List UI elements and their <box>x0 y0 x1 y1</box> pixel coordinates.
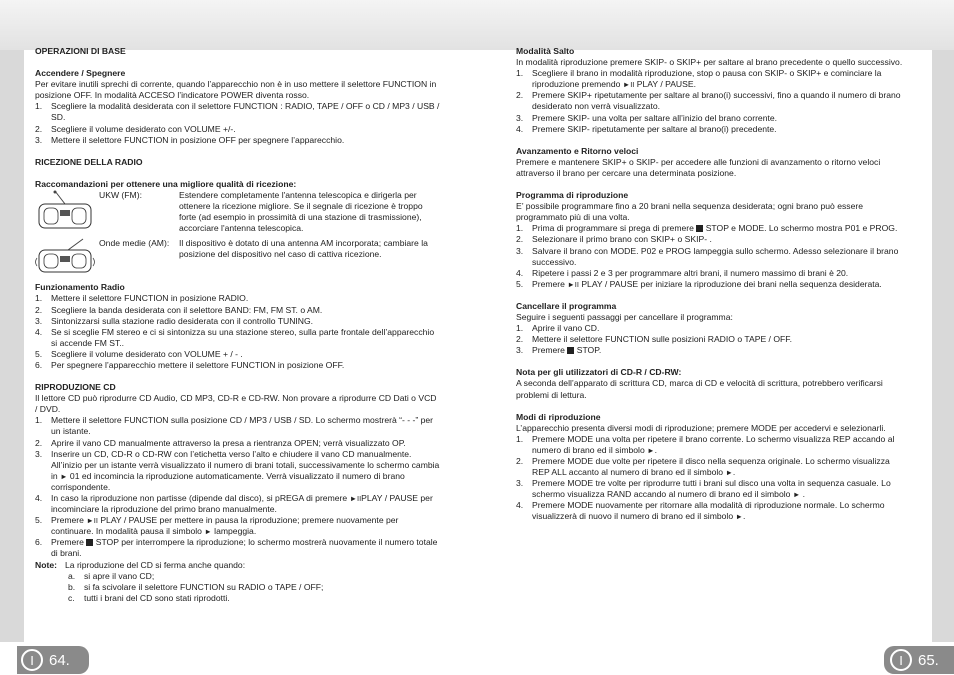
left-margin-band <box>0 50 24 642</box>
play-icon: ► <box>792 490 801 500</box>
sub-item: b. si fa scivolare il selettore FUNCTION su RADIO o TAPE / OFF; <box>68 581 324 592</box>
list-item: 2. Aprire il vano CD manualmente attraverso la presa a rientranza OPEN; verrà visualizzato OP. <box>35 437 406 448</box>
list-item: 4. Ripetere i passi 2 e 3 per programmare altri brani, il numero massimo di brani è 20. <box>516 267 849 278</box>
list-item: 3. Mettere il selettore FUNCTION in posizione OFF per spegnere l’apparecchio. <box>35 134 345 145</box>
subsection-title: Modalità Salto <box>516 46 575 56</box>
paragraph: In modalità riproduzione premere SKIP- o SKIP+ per saltare al brano precedente o quello successivo. <box>516 57 903 68</box>
language-badge: I <box>890 649 912 671</box>
page-number: 64. <box>49 651 70 669</box>
play-icon: ► <box>60 471 68 481</box>
list-item: 4. In caso la riproduzione non partisse (dipende dal disco), si pREGA di premere ►IIPLAY / PAUSE per incominciare la riproduzione del primo brano manualmente. <box>35 493 433 515</box>
fm-reception-row <box>35 190 440 234</box>
play-icon: ► <box>735 512 743 522</box>
list-item: 2. Scegliere la banda desiderata con il selettore BAND: FM, FM ST. o AM. <box>35 304 323 315</box>
list-item: 2. Mettere il selettore FUNCTION sulle posizioni RADIO o TAPE / OFF. <box>516 334 792 345</box>
stop-icon <box>696 225 703 232</box>
list-item: 2. Selezionare il primo brano con SKIP+ o SKIP- . <box>516 234 712 245</box>
list-item: 2. Scegliere il volume desiderato con VOLUME +/-. <box>35 123 236 134</box>
list-item: 6. Per spegnere l’apparecchio mettere il selettore FUNCTION in posizione OFF. <box>35 359 345 370</box>
stop-icon <box>86 539 93 546</box>
list-item: 2. Premere SKIP+ ripetutamente per saltare al brano(i) successivi, fino a quando il numero di brano desiderato non verrà visualizzato. <box>516 90 901 112</box>
list-item: 4. Premere MODE nuovamente per ritornare alla modalità di riproduzione normale. Lo schermo visualizzerà di nuovo il numero di brano ed il simbolo ►. <box>516 500 885 522</box>
page-number: 65. <box>918 651 939 669</box>
list-item: 6. Premere STOP per interrompere la riproduzione; lo schermo mostrerà nuovamente il numero totale di brani. <box>35 537 438 559</box>
paragraph: Per evitare inutili sprechi di corrente, quando l’apparecchio non è in uso mettere il selettore FUNCTION in posizione OFF. In modalità ACCESO l’indicatore POWER diventa rosso. <box>35 79 437 101</box>
list-item: 3. Premere SKIP- una volta per saltare all’inizio del brano corrente. <box>516 112 778 123</box>
subsection-title: Nota per gli utilizzatori di CD-R / CD-RW: <box>516 367 682 378</box>
list-item: 3. Sintonizzarsi sulla stazione radio desiderata con il controllo TUNING. <box>35 315 314 326</box>
paragraph: Premere e mantenere SKIP+ o SKIP- per accedere alle funzioni di avanzamento o ritorno veloci attraverso il brano per cercare una determinata posizione. <box>516 156 881 178</box>
paragraph: L’apparecchio presenta diversi modi di riproduzione; premere MODE per accedervi e selezionarli. <box>516 422 886 433</box>
paragraph: Il lettore CD può riprodurre CD Audio, CD MP3, CD-R e CD-RW. Non provare a riprodurre CD Dati o VCD / DVD. <box>35 393 437 415</box>
play-icon: ► <box>725 468 733 478</box>
page-number-left <box>17 646 89 674</box>
play-pause-icon: ►II <box>567 279 579 289</box>
band-label: UKW (FM): <box>99 189 142 200</box>
right-column <box>516 46 908 523</box>
section-title: OPERAZIONI DI BASE <box>35 46 126 56</box>
subsection-title: Programma di riproduzione <box>516 190 629 201</box>
paragraph: E’ possibile programmare fino a 20 brani nella sequenza desiderata; ogni brano può essere programmato più di una volta. <box>516 201 863 223</box>
subsection-title: Avanzamento e Ritorno veloci <box>516 145 639 156</box>
play-pause-icon: ►II <box>86 516 98 526</box>
list-item: 1. Mettere il selettore FUNCTION in posizione RADIO. <box>35 293 249 304</box>
footer-band <box>0 642 954 675</box>
section-title: RICEZIONE DELLA RADIO <box>35 156 143 167</box>
play-pause-icon: ►II <box>622 80 635 90</box>
subsection-title: Modi di riproduzione <box>516 411 601 422</box>
subsection-title: Raccomandazioni per ottenere una migliore qualità di ricezione: <box>35 178 297 189</box>
list-item: 3. Salvare il brano con MODE. P02 e PROG lampeggia sullo schermo. Adesso selezionare il brano successivo. <box>516 245 899 267</box>
list-item: 3. Premere STOP. <box>516 345 602 356</box>
list-item: 5. Premere ►II PLAY / PAUSE per iniziare la riproduzione dei brani nella sequenza desiderata. <box>516 278 882 289</box>
list-item: 1. Scegliere la modalità desiderata con il selettore FUNCTION : RADIO, TAPE / OFF o CD / MP3 / USB / SD. <box>35 101 440 123</box>
list-item: 4. Se si sceglie FM stereo e ci si sintonizza su una stazione stereo, sulla parte frontale dell’apparecchio si accende FM ST.. <box>35 326 435 348</box>
radio-am-icon <box>35 238 99 282</box>
left-column <box>35 46 440 604</box>
subsection-title: Accendere / Spegnere <box>35 68 126 79</box>
list-item: 5. Scegliere il volume desiderato con VOLUME + / - . <box>35 348 243 359</box>
list-item: 2. Premere MODE due volte per ripetere il disco nella sequenza originale. Lo schermo visualizza REP ALL accanto al numero di brano ed il simbolo ►. <box>516 456 890 478</box>
note: Note: La riproduzione del CD si ferma anche quando: <box>35 559 246 570</box>
right-margin-band <box>932 50 954 642</box>
sub-item: a. si apre il vano CD; <box>68 570 155 581</box>
language-badge: I <box>21 649 43 671</box>
paragraph: A seconda dell’apparato di scrittura CD, marca di CD e velocità di scrittura, potrebbero verificarsi problemi di lettura. <box>516 378 883 400</box>
header-band <box>0 0 954 50</box>
play-pause-icon: ►II <box>349 494 362 503</box>
list-item: 1. Aprire il vano CD. <box>516 323 600 334</box>
band-label: Onde medie (AM): <box>99 238 170 249</box>
am-reception-row <box>35 238 440 282</box>
list-item: 3. Inserire un CD, CD-R o CD-RW con l’etichetta verso l’alto e chiudere il vano CD manualmente. All’inizio per un istante verrà visualizzato il numero di brani totali, successivamente lo schermo cambia in ► 01 ed incomincia la riproduzione automaticamente. Verrà visualizzato il numero di brano corrispondente. <box>35 448 440 492</box>
subsection-title: Funzionamento Radio <box>35 282 125 293</box>
list-item: 1. Mettere il selettore FUNCTION sulla posizione CD / MP3 / USB / SD. Lo schermo mostrerà “- - -” per un istante. <box>35 415 434 437</box>
play-icon: ► <box>204 527 212 537</box>
subsection-title: Cancellare il programma <box>516 300 617 311</box>
sub-item: c. tutti i brani del CD sono stati riprodotti. <box>68 592 230 603</box>
stop-icon <box>567 347 574 354</box>
paragraph: Seguire i seguenti passaggi per cancellare il programma: <box>516 311 733 322</box>
band-description: Estendere completamente l'antenna telescopica e dirigerla per ottenere la ricezione migliore. Se il segnale di ricezione è troppo forte (ad esempio in prossimità di una stazione di trasmissione), accorciare l'antenna telescopica. <box>179 189 423 234</box>
list-item: 4. Premere SKIP- ripetutamente per saltare al brano(i) precedente. <box>516 123 777 134</box>
section-title: RIPRODUZIONE CD <box>35 382 116 393</box>
list-item: 5. Premere ►II PLAY / PAUSE per mettere in pausa la riproduzione; premere nuovamente per continuare. In modalità pausa il simbolo ► lampeggia. <box>35 515 399 537</box>
list-item: 1. Scegliere il brano in modalità riproduzione, stop o pausa con SKIP- o SKIP+ e cominciare la riproduzione premendo ►II PLAY / PAUSE. <box>516 68 882 90</box>
list-item: 3. Premere MODE tre volte per riprodurre tutti i brani sul disco una volta in sequenza casuale. Lo schermo visualizza RAND accando al numero di brano ed il simbolo ► . <box>516 478 891 500</box>
list-item: 1. Prima di programmare si prega di premere STOP e MODE. Lo schermo mostra P01 e PROG. <box>516 223 898 234</box>
band-description: Il dispositivo è dotato di una antenna AM incorporata; cambiare la posizione del dispositivo nel caso di cattiva ricezione. <box>179 238 428 260</box>
radio-fm-antenna-icon <box>35 190 99 234</box>
play-icon: ► <box>647 445 655 455</box>
page-number-right <box>884 646 954 674</box>
list-item: 1. Premere MODE una volta per ripetere il brano corrente. Lo schermo visualizza REP accando al numero di brano ed il simbolo ►. <box>516 433 895 455</box>
